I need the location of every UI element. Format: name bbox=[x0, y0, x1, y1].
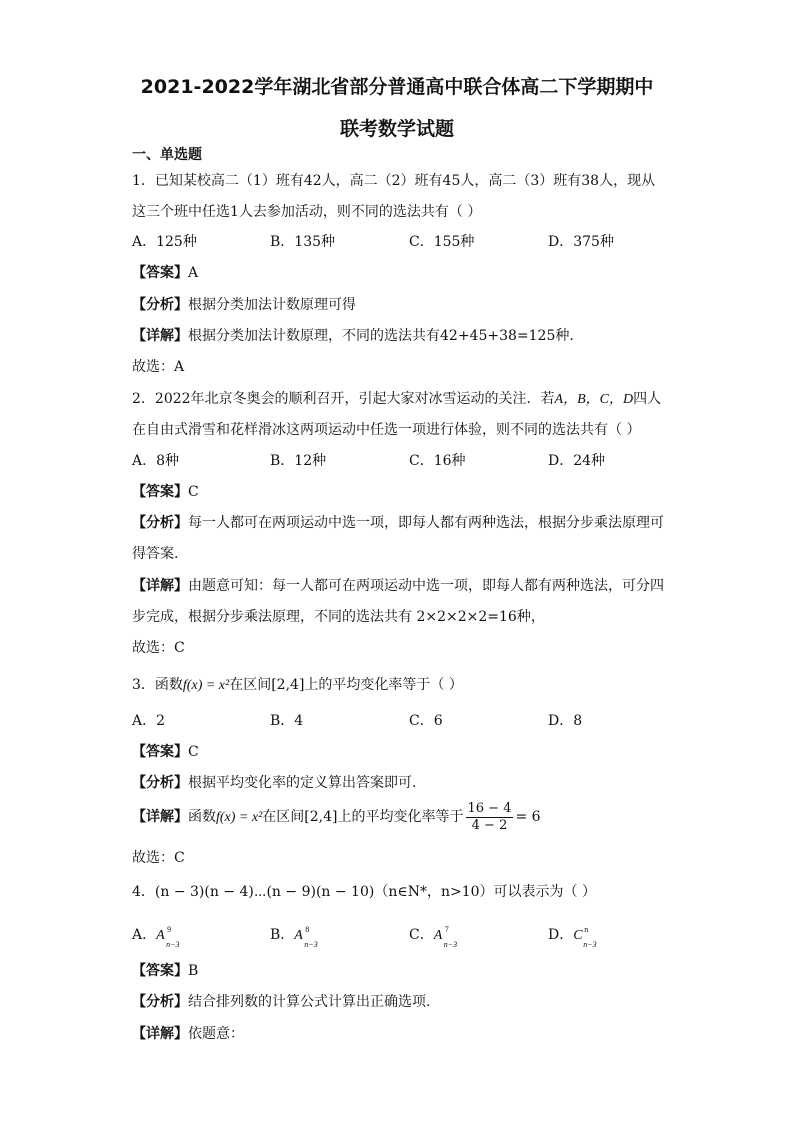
q2-analysis-line1 bbox=[132, 514, 664, 532]
q3-option-c: C．6 bbox=[409, 713, 443, 729]
q2-stem-line2: 在自由式滑雪和花样滑冰这两项运动中任选一项进行体验，则不同的选法共有（ ） bbox=[132, 422, 641, 438]
q1-answer bbox=[132, 264, 198, 282]
q1-option-b: B．135种 bbox=[270, 234, 336, 250]
q1-option-d: D．375种 bbox=[548, 234, 614, 250]
detail-text2: 在区间 bbox=[262, 809, 305, 825]
q2-option-a: A．8种 bbox=[132, 453, 180, 469]
q3-option-d: D．8 bbox=[548, 713, 583, 729]
q2-stem-tail: 四人 bbox=[633, 391, 662, 407]
option-label: A． bbox=[132, 927, 157, 943]
permutation-symbol bbox=[294, 925, 318, 949]
answer-tag: 【答案】 bbox=[132, 484, 188, 500]
q4-stem-tail: 可以表示为（ ） bbox=[493, 884, 596, 900]
fraction-result: = 6 bbox=[515, 809, 541, 825]
q1-detail bbox=[132, 327, 583, 345]
analysis-tag: 【分析】 bbox=[132, 515, 188, 531]
q3-interval: [2,4] bbox=[271, 677, 305, 693]
q2-option-b: B．12种 bbox=[270, 453, 327, 469]
option-label: D． bbox=[548, 927, 574, 943]
analysis-text: 根据分类加法计数原理可得 bbox=[188, 297, 356, 313]
q2-answer bbox=[132, 483, 199, 501]
q1-option-c: C．155种 bbox=[409, 234, 475, 250]
q1-option-a: A．125种 bbox=[132, 234, 197, 250]
q2-choose: 故选：C bbox=[132, 640, 185, 656]
q2-option-d: D．24种 bbox=[548, 453, 606, 469]
symbol-letter: A bbox=[156, 928, 165, 943]
analysis-tag: 【分析】 bbox=[132, 297, 188, 313]
q4-expression: 4．(n − 3)(n − 4)⋯(n − 9)(n − 10) bbox=[132, 884, 375, 900]
analysis-text: 每一人都可在两项运动中选一项，即每人都有两种选法，根据分步乘法原理可 bbox=[188, 515, 664, 531]
q4-detail bbox=[132, 1025, 244, 1043]
answer-tag: 【答案】 bbox=[132, 265, 188, 281]
q4-answer bbox=[132, 962, 198, 980]
q3-stem bbox=[132, 676, 463, 695]
option-label: B． bbox=[270, 927, 295, 943]
q3-answer bbox=[132, 743, 199, 761]
answer-tag: 【答案】 bbox=[132, 963, 188, 979]
detail-tag: 【详解】 bbox=[132, 809, 188, 825]
symbol-sub: n−3 bbox=[304, 940, 318, 949]
symbol-sup: 7 bbox=[444, 925, 449, 934]
symbol-letter: A bbox=[433, 928, 443, 943]
q3-choose: 故选：C bbox=[132, 850, 185, 866]
q3-option-b: B．4 bbox=[270, 713, 304, 729]
section-heading: 一、单选题 bbox=[132, 147, 202, 163]
symbol-sup: 9 bbox=[167, 925, 172, 934]
q4-option-a bbox=[132, 925, 180, 949]
doc-title-line1: 2021-2022学年湖北省部分普通高中联合体高二下学期期中 bbox=[140, 76, 654, 98]
answer-value: A bbox=[188, 265, 199, 281]
q2-detail-line2: 步完成，根据分步乘法原理，不同的选法共有 2×2×2×2=16种， bbox=[132, 609, 545, 625]
doc-title-line2: 联考数学试题 bbox=[339, 118, 454, 140]
combination-symbol bbox=[573, 925, 597, 949]
q3-option-a: A．2 bbox=[132, 713, 166, 729]
symbol-sub: n−3 bbox=[166, 940, 180, 949]
analysis-tag: 【分析】 bbox=[132, 994, 188, 1010]
detail-tag: 【详解】 bbox=[132, 328, 188, 344]
answer-tag: 【答案】 bbox=[132, 744, 188, 760]
permutation-symbol bbox=[433, 925, 458, 949]
fraction-denominator: 4 − 2 bbox=[471, 817, 508, 833]
analysis-tag: 【分析】 bbox=[132, 775, 188, 791]
q2-people: A，B，C，D bbox=[554, 392, 634, 407]
q4-analysis bbox=[132, 993, 430, 1011]
q3-stem-text2: 在区间 bbox=[229, 677, 272, 693]
analysis-text: 结合排列数的计算公式计算出正确选项. bbox=[188, 994, 431, 1010]
rate-fraction bbox=[466, 801, 514, 834]
q2-option-c: C．16种 bbox=[409, 453, 466, 469]
fraction-numerator: 16 − 4 bbox=[467, 800, 512, 816]
q1-stem-line1: 1．已知某校高二（1）班有42人，高二（2）班有45人，高二（3）班有38人，现从 bbox=[132, 173, 656, 189]
q2-stem-line1 bbox=[132, 390, 661, 409]
detail-text: 依题意： bbox=[188, 1026, 244, 1042]
q4-option-c bbox=[409, 925, 458, 949]
symbol-sub: n−3 bbox=[443, 940, 458, 949]
q3-function: f(x) = x² bbox=[182, 678, 230, 693]
detail-tag: 【详解】 bbox=[132, 1026, 188, 1042]
q1-analysis bbox=[132, 296, 356, 314]
q1-stem-line2: 这三个班中任选1人去参加活动，则不同的选法共有（ ） bbox=[132, 204, 482, 220]
symbol-sub: n−3 bbox=[583, 940, 597, 949]
q3-stem-tail: 上的平均变化率等于（ ） bbox=[304, 677, 463, 693]
detail-text: 根据分类加法计数原理，不同的选法共有42+45+38=125种． bbox=[188, 328, 584, 344]
detail-text: 由题意可知：每一人都可在两项运动中选一项，即每人都有两种选法，可分四 bbox=[188, 578, 664, 594]
q3-detail-function: f(x) = x² bbox=[216, 810, 263, 825]
answer-value: B bbox=[188, 963, 199, 979]
q4-stem bbox=[132, 883, 596, 901]
answer-value: C bbox=[188, 744, 199, 760]
q3-stem-text: 3．函数 bbox=[132, 677, 183, 693]
q2-analysis-line2: 得答案. bbox=[132, 546, 179, 562]
detail-text: 函数 bbox=[188, 809, 216, 825]
symbol-letter: A bbox=[294, 928, 303, 943]
q3-detail bbox=[132, 800, 541, 835]
q4-condition: （n∈N*，n>10） bbox=[374, 884, 494, 900]
q2-detail-line1 bbox=[132, 577, 664, 595]
q1-choose: 故选：A bbox=[132, 359, 185, 375]
analysis-text: 根据平均变化率的定义算出答案即可. bbox=[188, 775, 417, 791]
q2-stem-text: 2．2022年北京冬奥会的顺利召开，引起大家对冰雪运动的关注．若 bbox=[132, 391, 555, 407]
q3-analysis bbox=[132, 774, 416, 792]
detail-tag: 【详解】 bbox=[132, 578, 188, 594]
permutation-symbol bbox=[156, 925, 180, 949]
symbol-letter: C bbox=[573, 928, 583, 943]
option-label: C． bbox=[409, 927, 434, 943]
symbol-sup: 8 bbox=[305, 925, 310, 934]
symbol-sup: n bbox=[584, 925, 589, 934]
q3-detail-interval: [2,4] bbox=[304, 809, 338, 825]
answer-value: C bbox=[188, 484, 199, 500]
q4-option-d bbox=[548, 925, 597, 949]
detail-text3: 上的平均变化率等于 bbox=[337, 809, 464, 825]
q4-option-b bbox=[270, 925, 318, 949]
